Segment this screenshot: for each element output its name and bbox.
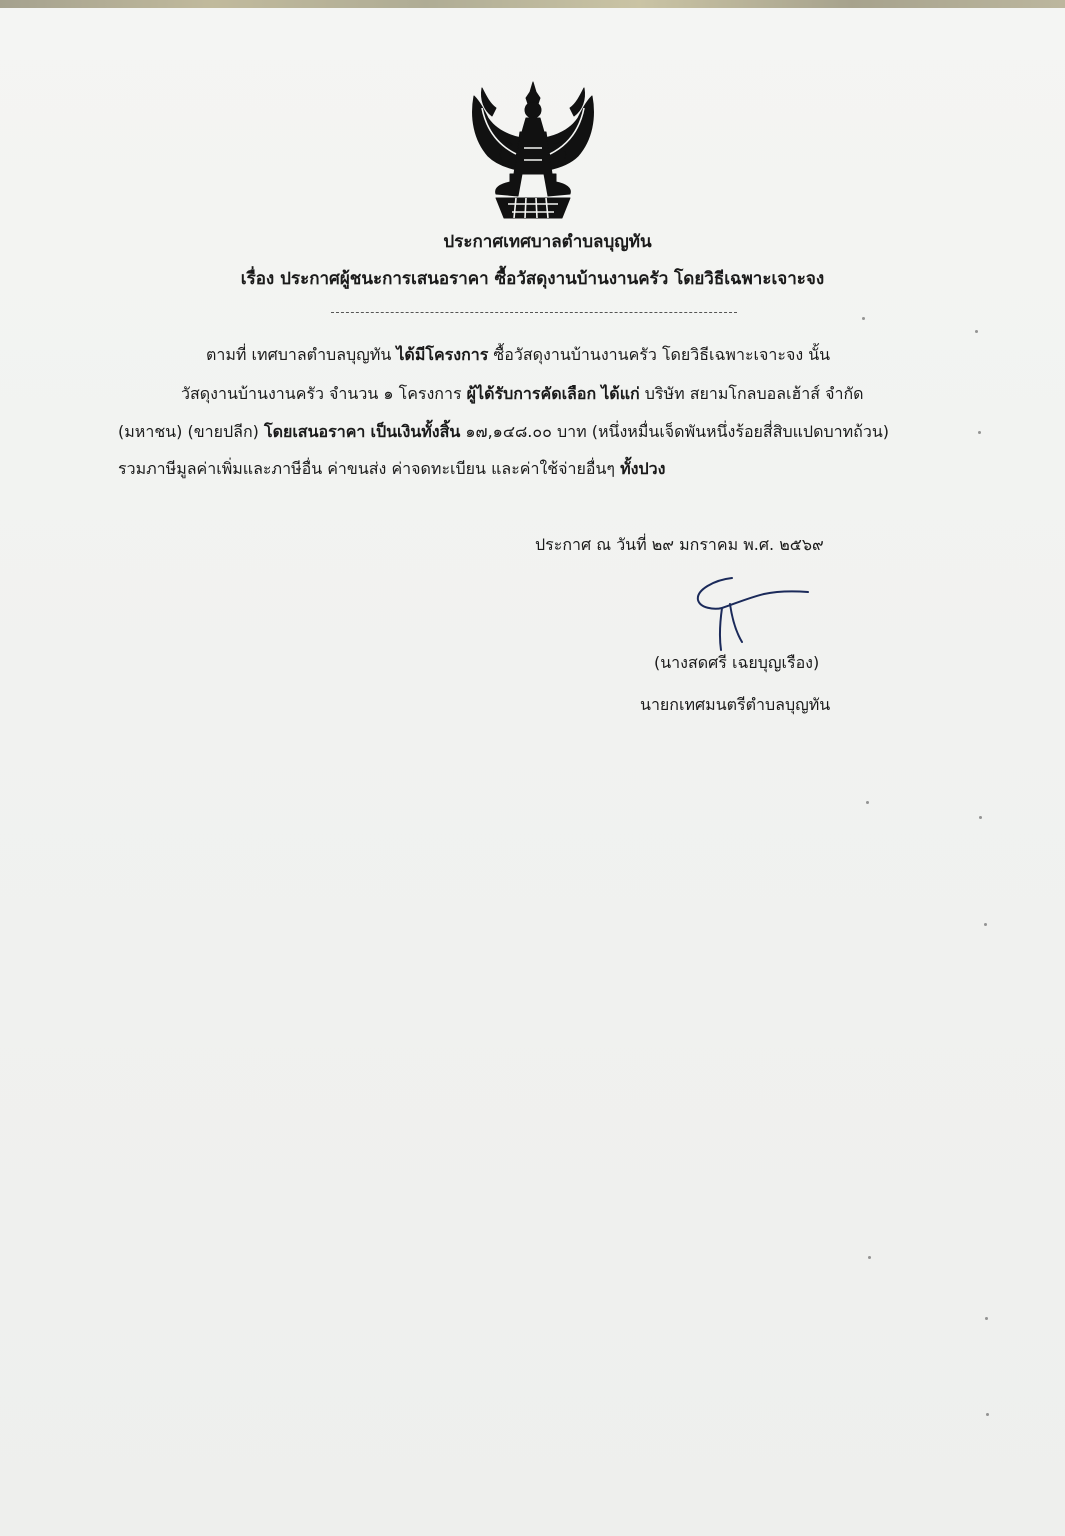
signer-title: นายกเทศมนตรีตำบลบุญทัน: [640, 695, 831, 714]
paper-speck: [975, 330, 978, 333]
body-text: ๑๗,๑๔๘.๐๐ บาท (หนึ่งหมื่นเจ็ดพันหนึ่งร้อยสี่สิบแปดบาทถ้วน): [460, 422, 890, 441]
signer-name: (นางสดศรี เฉยบุญเรือง): [654, 653, 820, 672]
handwritten-signature-icon: [688, 574, 812, 652]
body-line-3: [118, 420, 889, 445]
paper-speck: [985, 1317, 988, 1320]
garuda-emblem-icon: [466, 78, 600, 224]
background-strip: [0, 0, 1065, 8]
paper-speck: [868, 1256, 871, 1259]
paper-speck: [979, 816, 982, 819]
body-text: ตามที่ เทศบาลตำบลบุญทัน: [206, 345, 397, 364]
paper-speck: [866, 801, 869, 804]
body-text: บริษัท สยามโกลบอลเฮ้าส์ จำกัด: [639, 384, 864, 403]
title-separator: [331, 312, 737, 313]
announcement-date: ประกาศ ณ วันที่ ๒๙ มกราคม พ.ศ. ๒๕๖๙: [535, 535, 824, 554]
body-text-bold: ได้แก่: [601, 384, 640, 403]
body-line-1: [206, 343, 830, 368]
body-text: (มหาชน) (ขายปลีก): [118, 422, 264, 441]
announcement-subject: เรื่อง ประกาศผู้ชนะการเสนอราคา ซื้อวัสดุงานบ้านงานครัว โดยวิธีเฉพาะเจาะจง: [240, 269, 825, 289]
paper-speck: [978, 431, 981, 434]
body-text: วัสดุงานบ้านงานครัว จำนวน ๑ โครงการ: [181, 384, 467, 403]
body-text-bold: ทั้งปวง: [620, 459, 666, 478]
body-text: รวมภาษีมูลค่าเพิ่มและภาษีอื่น ค่าขนส่ง ค่าจดทะเบียน และค่าใช้จ่ายอื่นๆ: [118, 459, 621, 478]
body-text-bold: เป็นเงินทั้งสิ้น: [370, 422, 461, 441]
body-text-bold: โดยเสนอราคา: [263, 422, 366, 441]
paper-speck: [984, 923, 987, 926]
paper-speck: [986, 1413, 989, 1416]
body-text-bold: ผู้ได้รับการคัดเลือก: [466, 384, 597, 403]
body-line-2: [181, 382, 864, 407]
announcement-title: ประกาศเทศบาลตำบลบุญทัน: [443, 232, 652, 252]
body-text: ซื้อวัสดุงานบ้านงานครัว โดยวิธีเฉพาะเจาะจง นั้น: [488, 345, 831, 364]
body-text-bold: ได้มีโครงการ: [396, 345, 489, 364]
paper-speck: [862, 317, 865, 320]
body-line-4: [118, 457, 665, 482]
